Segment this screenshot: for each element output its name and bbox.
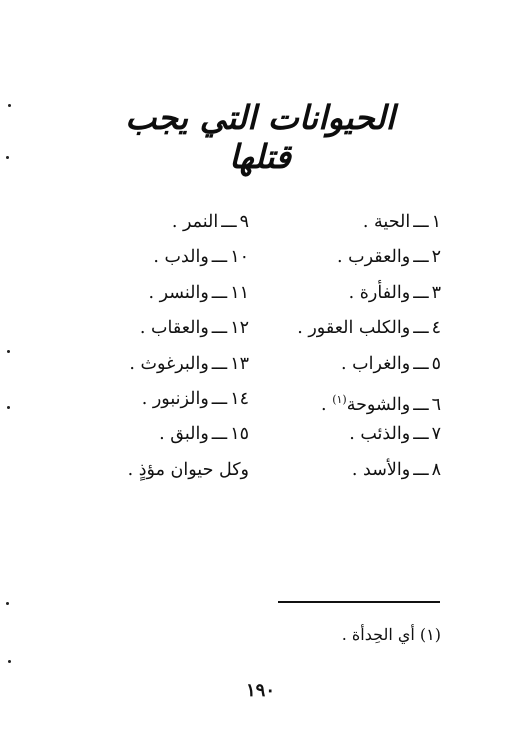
list-item: ١١ـــوالنسر . <box>148 282 249 303</box>
list-item: ١٢ـــوالعقاب . <box>139 318 249 339</box>
list-item: ٨ـــوالأسد . <box>351 459 441 480</box>
page-title: الحيوانات التي يجب قتلها <box>125 98 395 176</box>
list-item: ٩ـــالنمر . <box>171 212 249 232</box>
list-item: ١٣ـــوالبرغوث . <box>129 353 249 374</box>
list-item: ٤ـــوالكلب العقور . <box>297 318 441 339</box>
footnote: (١) أي الحِدأة . <box>341 625 441 644</box>
footnote-divider <box>278 601 440 603</box>
scan-speck <box>8 660 11 663</box>
scan-speck <box>8 104 11 107</box>
list-item: ١ـــالحية . <box>362 212 441 232</box>
list-item: ١٤ـــوالزنبور . <box>141 388 249 409</box>
closing-line: وكل حيوان مؤذٍ . <box>127 459 249 480</box>
scan-speck <box>6 156 9 159</box>
list-item: ٦ـــوالشوحة$^{(١)}$ . <box>321 392 441 415</box>
scan-speck <box>7 406 10 409</box>
animal-list-right <box>271 205 441 488</box>
list-item: ١٠ـــوالدب . <box>153 247 249 268</box>
list-item: ٣ـــوالفأرة . <box>348 282 441 303</box>
list-item: ٧ـــوالذئب . <box>349 424 441 445</box>
page-number: ١٩٠ <box>245 680 275 701</box>
list-item: ٢ـــوالعقرب . <box>337 247 441 268</box>
scan-speck <box>6 602 9 605</box>
list-item: ١٥ـــوالبق . <box>159 424 249 445</box>
animal-list-left <box>109 205 249 488</box>
footnote-ref: (١) <box>332 392 347 406</box>
scan-speck <box>7 350 10 353</box>
list-item: ٥ـــوالغراب . <box>340 353 441 374</box>
